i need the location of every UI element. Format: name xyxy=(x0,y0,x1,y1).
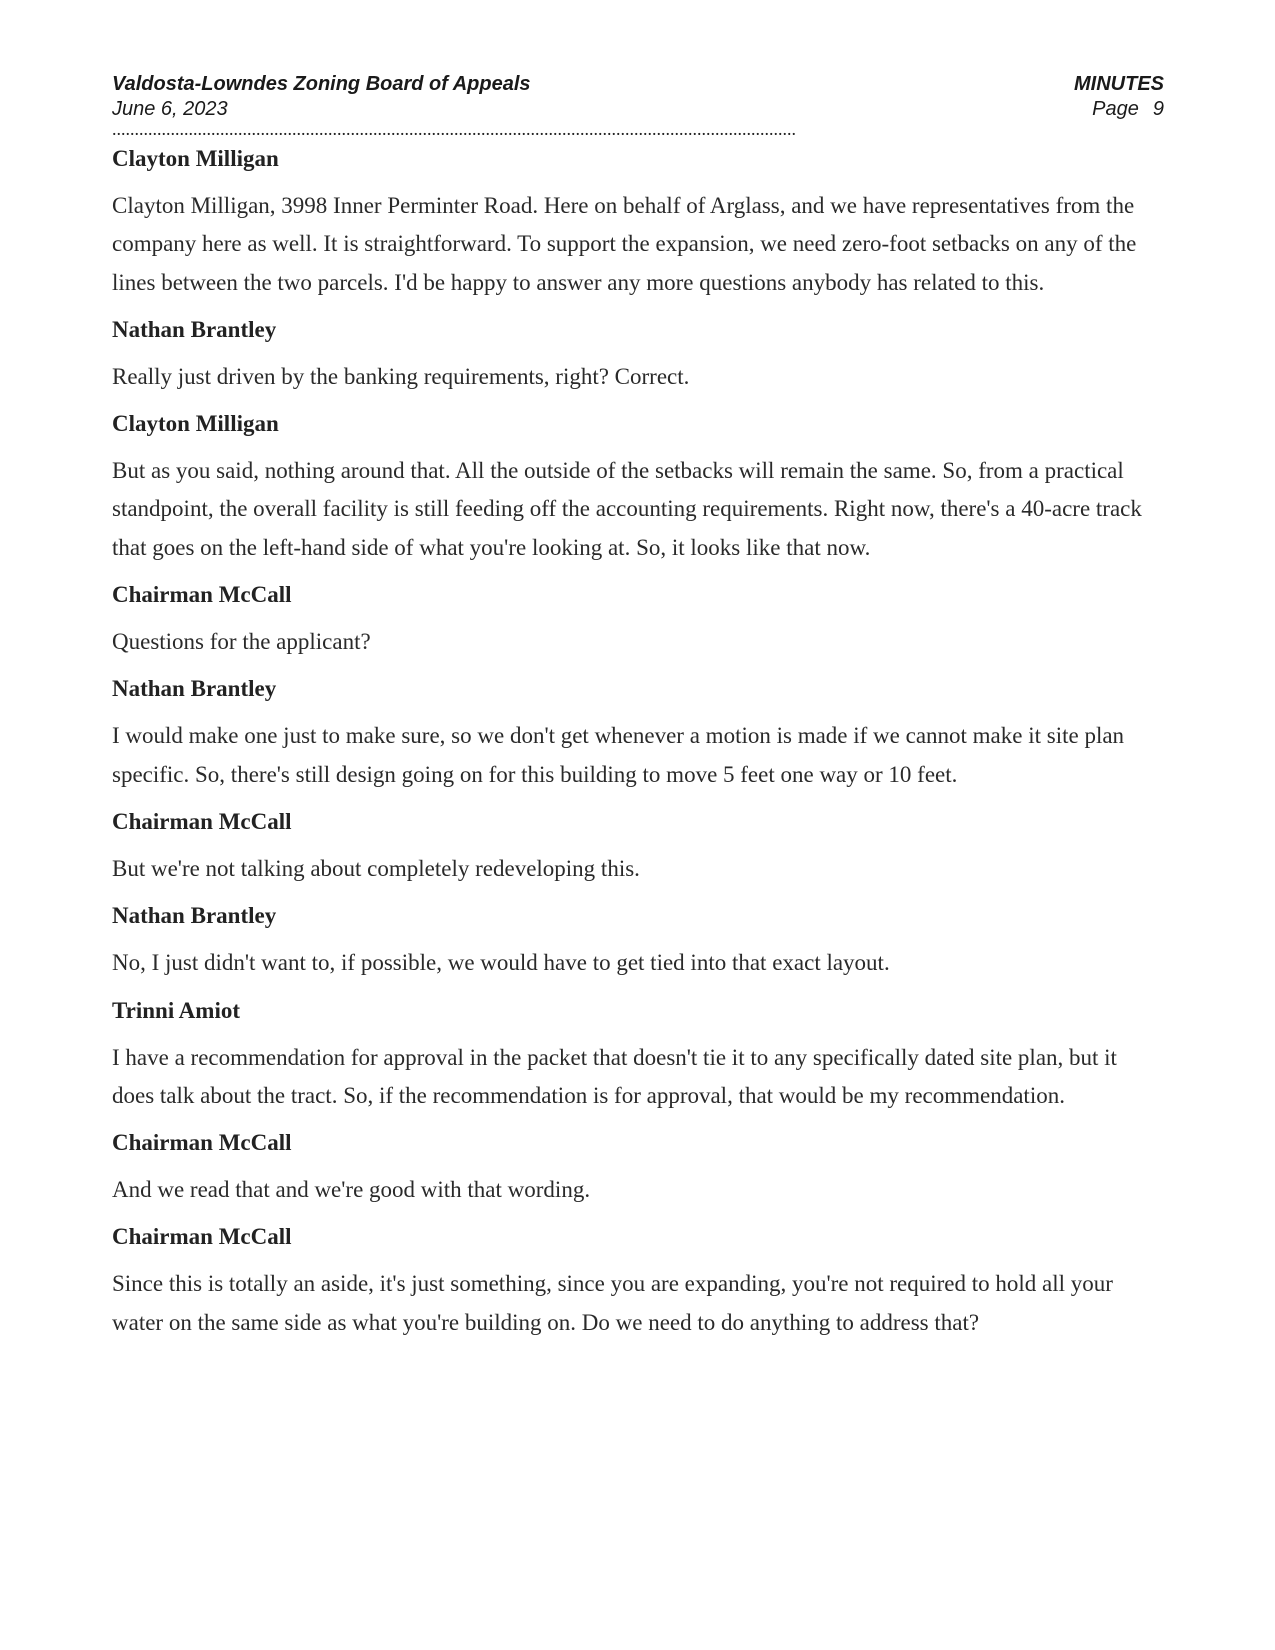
speech-text: And we read that and we're good with that wording. xyxy=(112,1177,591,1203)
speaker-name: Chairman McCall xyxy=(112,1224,292,1250)
board-title: Valdosta-Lowndes Zoning Board of Appeals xyxy=(112,73,531,95)
page-number: 9 xyxy=(1152,98,1164,120)
document-type: MINUTES xyxy=(1074,73,1164,95)
speech-text: But as you said, nothing around that. All the outside of the setbacks will remain the same. So, from a practical standpoint, the overall facility is still feeding off the accounting requirements. Right now, there's a 40-acre track that goes on the left-hand side of what you're looking at. So, it looks like that now. xyxy=(112,458,1142,560)
transcript xyxy=(112,144,1164,1342)
speech-text: Really just driven by the banking requirements, right? Correct. xyxy=(112,363,690,389)
speaker-name: Nathan Brantley xyxy=(112,676,277,702)
speech-text: I have a recommendation for approval in the packet that doesn't tie it to any specifically dated site plan, but it does talk about the tract. So, if the recommendation is for approval, that would be my recommendation. xyxy=(112,1044,1117,1108)
header-row-bottom xyxy=(112,97,1164,122)
speech-text: Clayton Milligan, 3998 Inner Perminter Road. Here on behalf of Arglass, and we have representatives from the company here as well. It is straightforward. To support the expansion, we need zero-foot setbacks on any of the lines between the two parcels. I'd be happy to answer any more questions anybody has related to this. xyxy=(112,193,1137,295)
speech-text: Questions for the applicant? xyxy=(112,629,371,655)
speaker-name: Trinni Amiot xyxy=(112,997,241,1023)
header-row-top xyxy=(112,72,1164,97)
speaker-name: Chairman McCall xyxy=(112,808,292,834)
speaker-name: Chairman McCall xyxy=(112,582,292,608)
speech-text: But we're not talking about completely redeveloping this. xyxy=(112,855,640,881)
speaker-name: Clayton Milligan xyxy=(112,411,279,437)
page-label: Page xyxy=(1092,98,1139,120)
page-indicator xyxy=(1092,97,1164,122)
page-header xyxy=(112,72,1164,122)
speech-text: No, I just didn't want to, if possible, we would have to get tied into that exact layout. xyxy=(112,950,890,976)
speaker-name: Clayton Milligan xyxy=(112,146,279,171)
document-page xyxy=(112,72,1164,1355)
dotted-separator: ........................................................................................................................................................ xyxy=(112,122,796,138)
speaker-name: Nathan Brantley xyxy=(112,903,277,929)
speech-text: I would make one just to make sure, so we don't get whenever a motion is made if we cannot make it site plan specific. So, there's still design going on for this building to move 5 feet one way or 10 feet. xyxy=(112,723,1125,787)
speaker-name: Chairman McCall xyxy=(112,1130,292,1156)
speaker-name: Nathan Brantley xyxy=(112,316,277,342)
speech-text: Since this is totally an aside, it's just something, since you are expanding, you're not required to hold all your water on the same side as what you're building on. Do we need to do anything to address that? xyxy=(112,1271,1113,1335)
meeting-date: June 6, 2023 xyxy=(112,98,228,120)
